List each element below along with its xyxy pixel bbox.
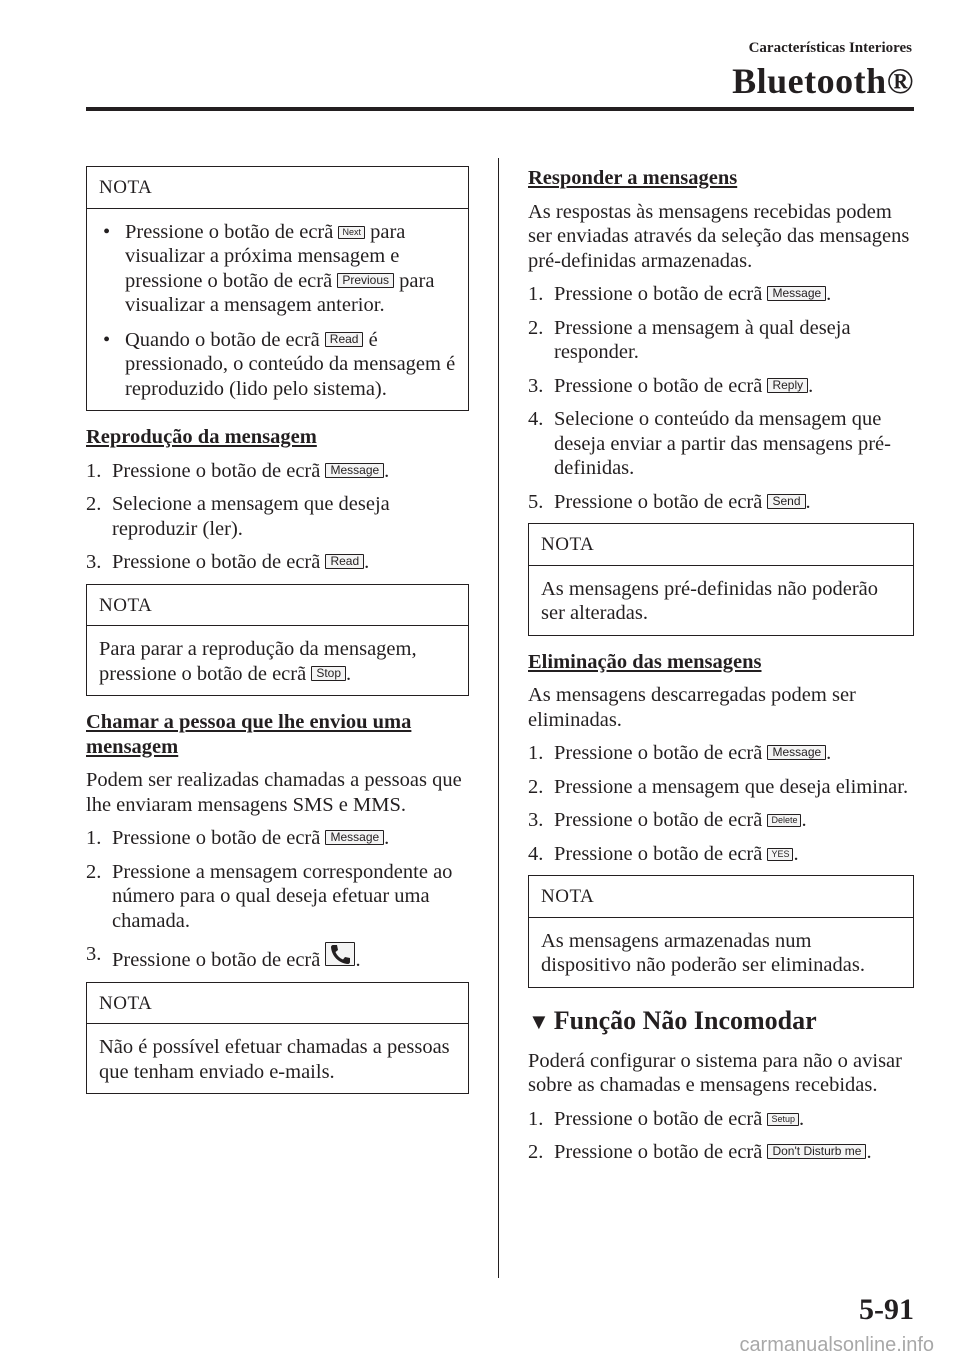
step-item — [528, 741, 914, 766]
step-text: Pressione o botão de ecrã — [112, 827, 321, 849]
paragraph-dnd-intro: Poderá configurar o sistema para não o avisar sobre as chamadas e mensagens recebidas. — [528, 1049, 902, 1096]
step-number: 3. — [528, 809, 544, 831]
note-body — [87, 1024, 468, 1093]
bullet-dot: • — [103, 220, 111, 243]
header-chapter-title: Bluetooth® — [732, 61, 914, 101]
step-item — [86, 860, 469, 934]
note-paragraph: As mensagens pré-definidas não poderão ser alteradas. — [541, 577, 878, 624]
note-box-stop — [86, 584, 469, 697]
message-button[interactable]: Message — [767, 745, 826, 760]
step-text: Selecione a mensagem que deseja reproduzir (ler). — [112, 493, 390, 540]
note-text: para visualizar a próxima mensagem e pressione o botão de ecrã — [125, 220, 406, 292]
note-title: NOTA — [529, 876, 913, 918]
subsection-title-callback: Chamar a pessoa que lhe enviou uma mensagem — [86, 711, 412, 758]
note-text: Pressione o botão de ecrã — [125, 220, 334, 243]
step-text: Pressione a mensagem que deseja eliminar. — [554, 775, 909, 798]
message-button[interactable]: Message — [325, 463, 384, 478]
step-item — [528, 490, 914, 515]
header-section-title: Características Interiores — [748, 40, 912, 56]
step-item — [528, 374, 914, 399]
step-number: 2. — [528, 1141, 544, 1163]
note-text: para visualizar a mensagem anterior. — [125, 269, 435, 316]
note-body — [87, 626, 468, 695]
step-number: 2. — [528, 316, 544, 339]
step-item — [528, 1107, 914, 1132]
note-text: Quando o botão de ecrã — [125, 328, 320, 351]
note-title: NOTA — [529, 524, 913, 566]
step-text: Pressione o botão de ecrã — [554, 809, 763, 831]
triangle-down-icon: ▼ — [528, 1008, 550, 1034]
note-text: é pressionado, o conteúdo da mensagem é reproduzido (lido pelo sistema). — [125, 328, 456, 400]
step-end: . — [384, 827, 390, 849]
step-text: Pressione o botão de ecrã — [554, 490, 763, 513]
note-body — [529, 566, 913, 635]
note-text: Para parar a reprodução da mensagem, pressione o botão de ecrã — [99, 638, 417, 685]
step-end: . — [384, 459, 390, 482]
note-box-predefined — [528, 523, 914, 636]
note-title: NOTA — [87, 167, 468, 209]
bullet-dot: • — [103, 328, 111, 351]
step-item — [86, 942, 469, 973]
steps-dnd — [528, 1107, 914, 1165]
step-text: Pressione o botão de ecrã — [554, 1107, 763, 1130]
step-end: . — [799, 1107, 805, 1130]
step-end: . — [355, 949, 361, 971]
step-number: 1. — [528, 1107, 544, 1130]
stop-button[interactable]: Stop — [311, 666, 346, 681]
section-heading-dnd — [528, 1006, 914, 1037]
step-text: Pressione o botão de ecrã — [554, 742, 763, 764]
note-box-email — [86, 982, 469, 1095]
yes-button[interactable]: YES — [767, 848, 793, 861]
step-text: Pressione o botão de ecrã — [112, 459, 321, 482]
step-text: Pressione o botão de ecrã — [554, 1141, 763, 1163]
steps-playback — [86, 459, 469, 575]
step-item — [528, 316, 914, 365]
dont-disturb-button[interactable]: Don't Disturb me — [767, 1144, 866, 1159]
delete-button[interactable]: Delete — [767, 814, 801, 827]
step-number: 3. — [528, 374, 544, 397]
step-number: 1. — [86, 827, 102, 849]
step-item — [528, 1140, 914, 1165]
phone-call-button[interactable] — [325, 942, 355, 966]
note-bullet — [99, 328, 456, 402]
note-bullet — [99, 220, 456, 318]
page-number: 5-91 — [859, 1293, 914, 1326]
step-number: 2. — [86, 493, 102, 515]
step-end: . — [793, 842, 799, 865]
header-rule — [86, 107, 914, 111]
note-paragraph: Não é possível efetuar chamadas a pessoas que tenham enviado e-mails. — [99, 1036, 450, 1083]
step-number: 4. — [528, 408, 544, 430]
step-item — [528, 808, 914, 833]
step-item — [86, 492, 469, 541]
paragraph-delete-intro: As mensagens descarregadas podem ser eliminadas. — [528, 684, 856, 731]
steps-reply — [528, 282, 914, 514]
step-number: 1. — [528, 283, 544, 305]
watermark-link[interactable]: carmanualsonline.info — [739, 1334, 934, 1356]
paragraph-reply-intro: As respostas às mensagens recebidas podem ser enviadas através da seleção das mensagens pré-definidas armazenadas. — [528, 200, 910, 272]
step-number: 5. — [528, 490, 544, 513]
step-item — [86, 550, 469, 575]
step-text: Pressione a mensagem correspondente ao número para o qual deseja efetuar uma chamada. — [112, 860, 453, 932]
read-button[interactable]: Read — [325, 554, 364, 569]
message-button[interactable]: Message — [767, 286, 826, 301]
step-item — [528, 282, 914, 307]
step-item — [528, 407, 914, 481]
step-end: . — [826, 742, 832, 764]
steps-callback — [86, 826, 469, 973]
step-number: 1. — [86, 459, 102, 482]
step-item — [528, 842, 914, 867]
right-column — [528, 166, 914, 1174]
step-number: 2. — [86, 860, 102, 883]
note-title: NOTA — [87, 983, 468, 1025]
step-number: 1. — [528, 742, 544, 764]
message-button[interactable]: Message — [325, 830, 384, 845]
subsection-title-reply: Responder a mensagens — [528, 167, 738, 189]
step-text: Pressione o botão de ecrã — [554, 374, 763, 397]
step-end: . — [808, 374, 814, 397]
send-button[interactable]: Send — [767, 494, 805, 509]
step-text: Selecione o conteúdo da mensagem que deseja enviar a partir das mensagens pré-definidas. — [554, 408, 891, 479]
step-item — [86, 459, 469, 484]
step-end: . — [364, 551, 370, 573]
step-item — [86, 826, 469, 851]
step-end: . — [805, 490, 811, 513]
step-number: 3. — [86, 943, 102, 965]
read-button[interactable]: Read — [325, 332, 364, 347]
step-end: . — [866, 1141, 872, 1163]
step-item — [528, 775, 914, 800]
column-divider — [498, 158, 499, 1278]
phone-icon — [328, 943, 352, 965]
setup-button[interactable]: Setup — [767, 1113, 799, 1126]
note-paragraph — [99, 637, 456, 686]
step-number: 2. — [528, 775, 544, 798]
previous-button[interactable]: Previous — [337, 273, 394, 288]
step-end: . — [826, 283, 832, 305]
note-paragraph: As mensagens armazenadas num dispositivo não poderão ser eliminadas. — [541, 929, 865, 976]
step-number: 4. — [528, 842, 544, 865]
note-title: NOTA — [87, 585, 468, 627]
note-box-screen-buttons — [86, 166, 469, 411]
note-box-stored — [528, 875, 914, 988]
step-text: Pressione o botão de ecrã — [112, 551, 321, 573]
step-text: Pressione o botão de ecrã — [554, 283, 763, 305]
step-number: 3. — [86, 551, 102, 573]
subsection-title-delete: Eliminação das mensagens — [528, 650, 762, 673]
note-end: . — [346, 662, 352, 685]
next-button[interactable]: Next — [338, 226, 365, 239]
step-end: . — [801, 809, 807, 831]
subsection-title-playback: Reprodução da mensagem — [86, 426, 317, 448]
section-heading-text: Função Não Incomodar — [553, 1005, 817, 1035]
left-column — [86, 166, 469, 1108]
steps-delete — [528, 741, 914, 866]
paragraph-callback-intro: Podem ser realizadas chamadas a pessoas que lhe enviaram mensagens SMS e MMS. — [86, 769, 462, 816]
step-text: Pressione o botão de ecrã — [112, 949, 321, 971]
step-text: Pressione a mensagem à qual deseja responder. — [554, 316, 851, 363]
note-body — [529, 918, 913, 987]
step-text: Pressione o botão de ecrã — [554, 842, 763, 865]
note-body — [87, 209, 468, 411]
reply-button[interactable]: Reply — [767, 378, 808, 393]
